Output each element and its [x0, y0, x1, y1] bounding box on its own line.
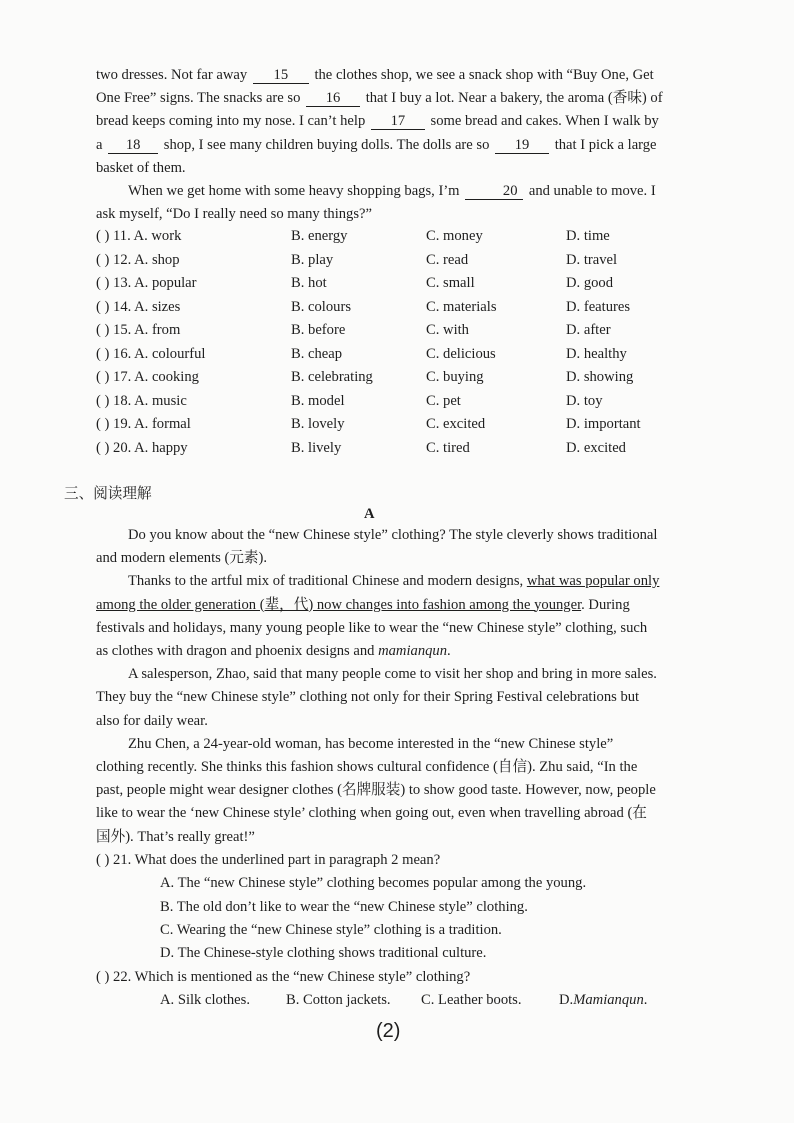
blank-18: 18 [108, 137, 158, 154]
option-row [96, 416, 696, 440]
cloze-line-6: When we get home with some heavy shopping bags, I’m 20 and unable to move. I [128, 183, 656, 200]
answer-option: B. Cotton jackets. [286, 992, 391, 1009]
question-number: ( ) 13. A. popular [96, 275, 197, 292]
option-c: C. with [426, 322, 469, 339]
paragraph-line: clothing recently. She thinks this fashion shows cultural confidence (自信). Zhu said, “In the [96, 759, 638, 776]
option-row [96, 393, 696, 417]
answer-option: A. The “new Chinese style” clothing becomes popular among the young. [160, 875, 587, 892]
answer-option: C. Leather boots. [421, 992, 522, 1009]
underlined-part: among the older generation (辈，代) now changes into fashion among the younger [96, 596, 582, 613]
option-d: D. good [566, 275, 614, 292]
option-d: D. important [566, 416, 641, 433]
option-d: D. excited [566, 439, 626, 456]
option-d: D. healthy [566, 345, 627, 362]
option-row [96, 252, 696, 276]
paragraph-line: also for daily wear. [96, 712, 208, 729]
blank-16: 16 [306, 90, 360, 107]
paragraph-line: 国外). That’s really great!” [96, 828, 255, 845]
answer-option: B. The old don’t like to wear the “new Chinese style” clothing. [160, 898, 528, 915]
option-b: B. lively [291, 439, 342, 456]
option-d: D. toy [566, 392, 603, 409]
option-c: C. small [426, 275, 475, 292]
option-b: B. model [291, 392, 345, 409]
option-row [96, 346, 696, 370]
answer-options-22 [160, 989, 696, 1012]
option-b: B. lovely [291, 416, 345, 433]
paragraph-line: A salesperson, Zhao, said that many people come to visit her shop and bring in more sales. [128, 666, 657, 683]
option-b: B. celebrating [291, 369, 373, 386]
cloze-line-4: a 18 shop, I see many children buying dolls. The dolls are so 19 that I pick a large [96, 136, 657, 153]
paragraph-line: past, people might wear designer clothes (名牌服装) to show good taste. However, now, people [96, 782, 656, 799]
answer-option: A. Silk clothes. [160, 992, 250, 1009]
option-row [96, 322, 696, 346]
question-number: ( ) 14. A. sizes [96, 298, 181, 315]
question-number: ( ) 12. A. shop [96, 251, 180, 268]
question-21: ( ) 21. What does the underlined part in paragraph 2 mean? [96, 851, 441, 868]
option-row [96, 299, 696, 323]
option-b: B. cheap [291, 345, 343, 362]
paragraph-line: Do you know about the “new Chinese style” clothing? The style cleverly shows traditional [128, 527, 658, 543]
passage-title: A [364, 506, 375, 522]
option-c: C. excited [426, 416, 486, 433]
cloze-line-5: basket of them. [96, 159, 186, 176]
question-number: ( ) 15. A. from [96, 322, 181, 339]
cloze-line-1: two dresses. Not far away 15 the clothes shop, we see a snack shop with “Buy One, Get [96, 67, 654, 83]
paragraph-line: They buy the “new Chinese style” clothing not only for their Spring Festival celebrations but [96, 689, 640, 706]
cloze-passage [96, 64, 696, 464]
question-22: ( ) 22. Which is mentioned as the “new Chinese style” clothing? [96, 968, 471, 985]
option-c: C. pet [426, 392, 461, 409]
option-b: B. play [291, 251, 334, 268]
option-c: C. money [426, 228, 483, 245]
question-number: ( ) 11. A. work [96, 228, 182, 245]
cloze-line-3: bread keeps coming into my nose. I can’t help 17 some bread and cakes. When I walk by [96, 113, 659, 130]
paragraph-line: festivals and holidays, many young people like to wear the “new Chinese style” clothing, such [96, 619, 648, 636]
blank-20: 20 [465, 183, 523, 200]
reading-passage [96, 524, 696, 1013]
answer-option: D. The Chinese-style clothing shows traditional culture. [160, 945, 487, 962]
option-row [96, 275, 696, 299]
option-c: C. delicious [426, 345, 496, 362]
underlined-part: what was popular only [526, 573, 660, 590]
option-c: C. read [426, 251, 469, 268]
option-b: B. before [291, 322, 346, 339]
cloze-line-2: One Free” signs. The snacks are so 16 that I buy a lot. Near a bakery, the aroma (香味) of [96, 90, 663, 107]
blank-19: 19 [495, 137, 549, 154]
answer-option: D.Mamianqun. [559, 992, 648, 1009]
blank-17: 17 [371, 113, 425, 130]
question-number: ( ) 18. A. music [96, 392, 187, 409]
option-row [96, 369, 696, 393]
option-d: D. after [566, 322, 611, 339]
answer-option: C. Wearing the “new Chinese style” clothing is a tradition. [160, 922, 502, 939]
option-c: C. tired [426, 439, 470, 456]
question-number: ( ) 20. A. happy [96, 439, 188, 456]
paragraph-line: and modern elements (元素). [96, 550, 268, 567]
option-row [96, 440, 696, 464]
section-title: 三、阅读理解 [64, 485, 152, 502]
question-number: ( ) 19. A. formal [96, 416, 191, 433]
option-d: D. time [566, 228, 610, 245]
option-c: C. materials [426, 298, 497, 315]
option-b: B. hot [291, 275, 327, 292]
page-number: (2) [376, 1020, 401, 1042]
paragraph-line: Zhu Chen, a 24-year-old woman, has become interested in the “new Chinese style” [128, 735, 614, 752]
option-d: D. showing [566, 369, 634, 386]
question-number: ( ) 16. A. colourful [96, 345, 206, 362]
option-b: B. colours [291, 298, 351, 315]
option-d: D. travel [566, 251, 618, 268]
paragraph-line: among the older generation (辈，代) now changes into fashion among the younger. During [96, 596, 630, 613]
paragraph-line: Thanks to the artful mix of traditional Chinese and modern designs, what was popular only [128, 573, 660, 590]
cloze-line-7: ask myself, “Do I really need so many things?” [96, 206, 372, 223]
option-row [96, 228, 696, 252]
cloze-options [96, 228, 696, 464]
question-number: ( ) 17. A. cooking [96, 369, 199, 386]
option-c: C. buying [426, 369, 484, 386]
blank-15: 15 [253, 67, 309, 84]
option-d: D. features [566, 298, 631, 315]
option-b: B. energy [291, 228, 348, 245]
paragraph-line: like to wear the ‘new Chinese style’ clothing when going out, even when travelling abroad (在 [96, 805, 647, 822]
paragraph-line: as clothes with dragon and phoenix designs and mamianqun. [96, 643, 451, 660]
